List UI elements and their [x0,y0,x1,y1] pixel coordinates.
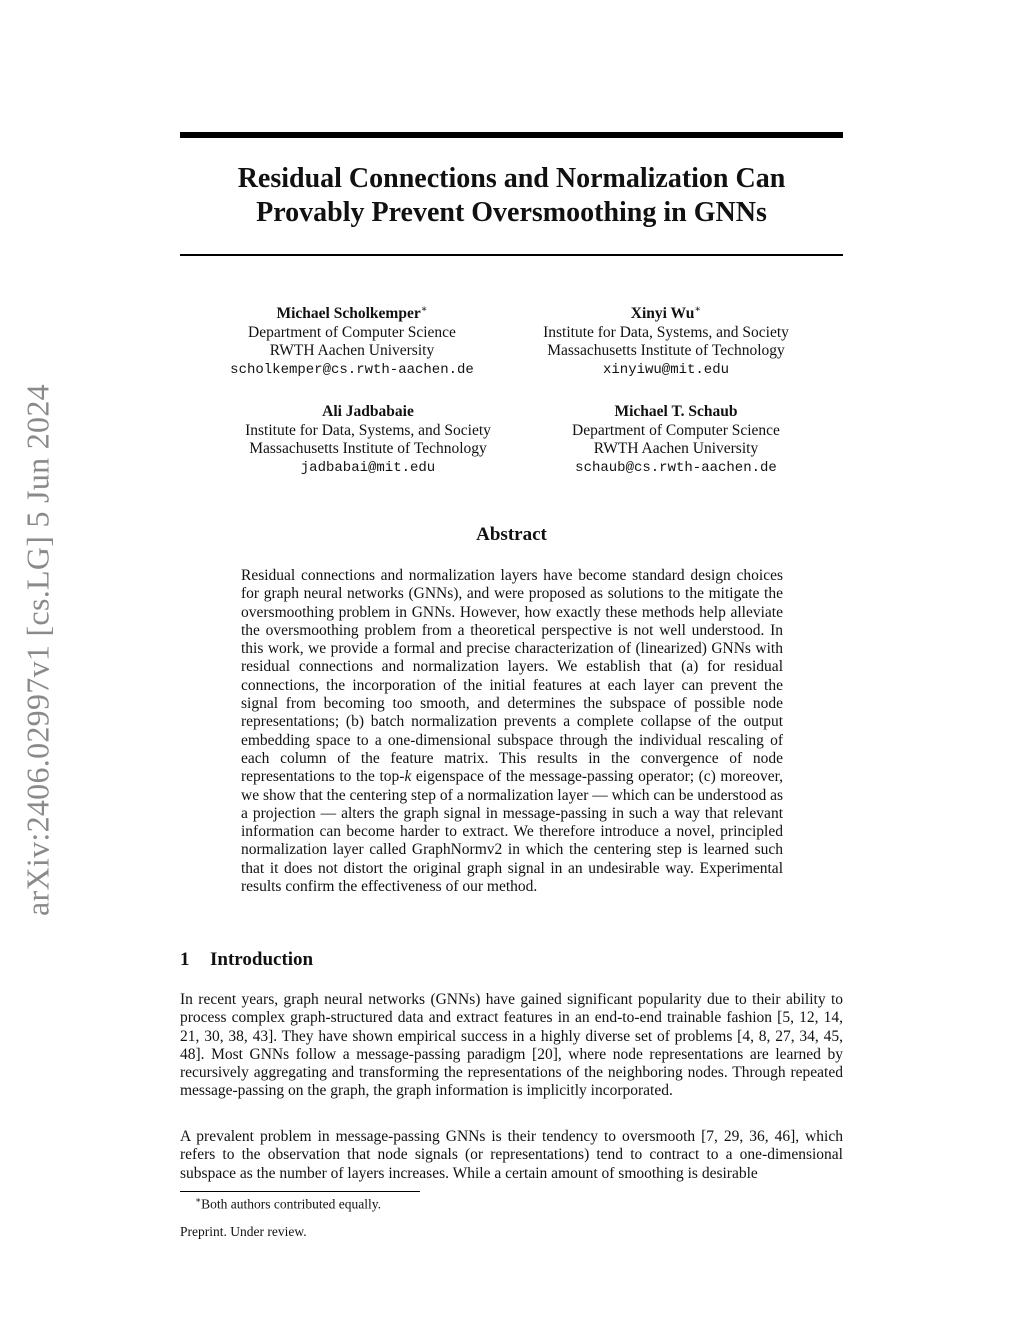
footnote: ∗Both authors contributed equally. [195,1195,381,1212]
author-email: scholkemper@cs.rwth-aachen.de [230,361,474,378]
author-department: Department of Computer Science [248,323,456,341]
title-top-rule [180,132,843,138]
author-institution: Massachusetts Institute of Technology [249,440,487,457]
author-name: Xinyi Wu∗ [630,304,702,323]
title-line-1: Residual Connections and Normalization Can [237,163,786,194]
author-institution: RWTH Aachen University [269,342,435,360]
author-email: xinyiwu@mit.edu [602,361,730,378]
author-department: Institute for Data, Systems, and Society [245,421,491,439]
author-email: jadbabai@mit.edu [300,459,436,476]
section-heading-introduction [180,949,313,971]
footnote-mark: ∗ [195,1195,202,1205]
author-block [188,403,548,477]
author-department: Department of Computer Science [572,421,780,439]
author-block [172,301,532,379]
author-block [486,301,846,379]
preprint-note: Preprint. Under review. [180,1224,307,1239]
author-name: Ali Jadbabaie [322,403,414,420]
author-name: Michael T. Schaub [614,403,738,420]
equal-contribution-mark: ∗ [420,304,428,315]
title-line-2: Provably Prevent Oversmoothing in GNNs [256,197,767,228]
equal-contribution-mark: ∗ [694,304,702,315]
author-name: Michael Scholkemper∗ [276,304,428,323]
author-department: Institute for Data, Systems, and Society [543,323,789,341]
footnote-rule [180,1191,420,1192]
abstract-heading: Abstract [476,524,547,545]
author-institution: RWTH Aachen University [593,440,759,457]
math-k: k [404,768,412,786]
section-title: Introduction [210,949,314,970]
title-bottom-rule [180,254,843,256]
section-number: 1 [180,949,190,970]
author-block [496,403,856,477]
abstract-text: Residual connections and normalization layers have become standard design choices for graph neural networks (GNNs), and were proposed as solutions to the mitigate the oversmoothing problem in GNNs. However, how exactly these methods help alleviate the oversmoothing problem from a theoretical perspective is not well understood. In this work, we provide a formal and precise characterization of (linearized) GNNs with residual connections and normalization layers. We establish that (a) for residual connections, the incorporation of the initial features at each layer can prevent the signal from becoming too smooth, and determines the subspace of possible node representations; (b) batch normalization prevents a complete collapse of the output embedding space to a one-dimensional subspace through the individual rescaling of each column of the feature matrix. This results in the convergence of node representations to the top-k eigenspace of the message-passing operator; (c) moreover, we show that the centering step of a normalization layer — which can be understood as a projection — alters the graph signal in message-passing in such a way that relevant information can become harder to extract. We therefore introduce a novel, principled normalization layer called GraphNormv2 in which the centering step is learned such that it does not distort the original graph signal in an undesirable way. Experimental results confirm the effectiveness of our method. [241,567,784,896]
author-institution: Massachusetts Institute of Technology [547,342,785,360]
intro-paragraph: A prevalent problem in message-passing GNNs is their tendency to oversmooth [7, 29, 36, 46], which refers to the observation that node signals (or representations) tend to contract to a one-dimensional subspace as the number of layers increases. While a certain amount of smoothing is desirable [180,1128,843,1182]
paper-title [180,162,843,230]
arxiv-identifier: arXiv:2406.02997v1 [cs.LG] 5 Jun 2024 [19,384,56,916]
intro-paragraph: In recent years, graph neural networks (GNNs) have gained significant popularity due to their ability to process complex graph-structured data and extract features in an end-to-end trainable fashion [5, 12, 14, 21, 30, 38, 43]. They have shown empirical success in a highly diverse set of problems [4, 8, 27, 34, 45, 48]. Most GNNs follow a message-passing paradigm [20], where node representations are learned by recursively aggregating and transforming the representations of the neighboring nodes. Through repeated message-passing on the graph, the graph information is implicitly incorporated. [180,991,843,1100]
author-email: schaub@cs.rwth-aachen.de [575,459,777,476]
